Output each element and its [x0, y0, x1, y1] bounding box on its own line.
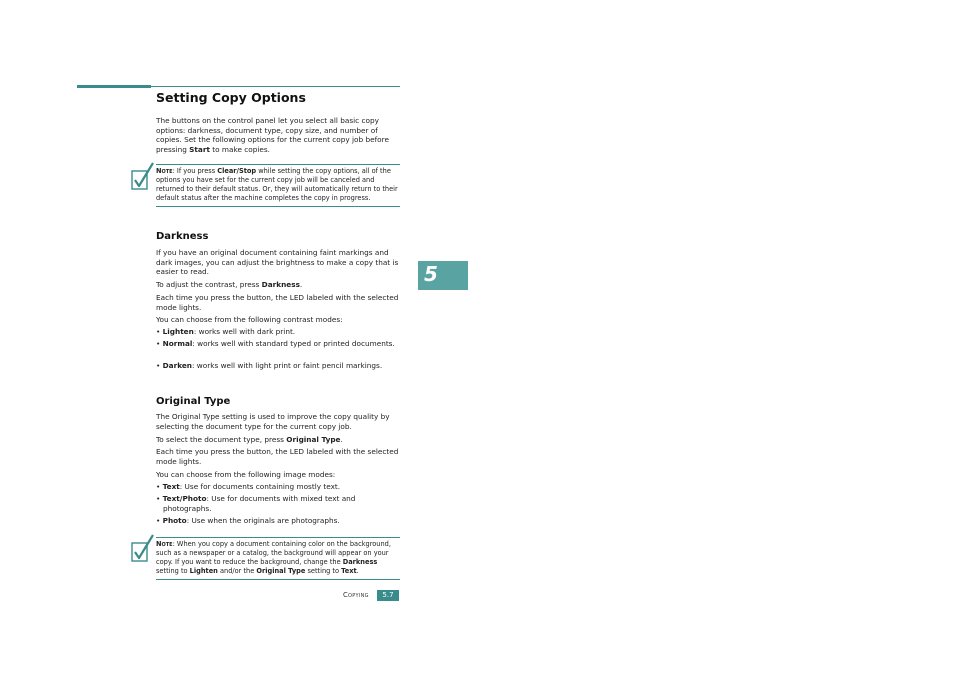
list-item: • Text: Use for documents containing mostly text.	[156, 482, 341, 491]
original-type-paragraph: The Original Type setting is used to improve the copy quality by selecting the document type for the current copy job.	[156, 412, 390, 431]
list-item: • Darken: works well with light print or faint pencil markings.	[156, 361, 383, 370]
header-rule	[151, 86, 400, 87]
list-item: • Text/Photo: Use for documents with mixed text and photographs.	[156, 494, 356, 513]
darkness-modes-intro: You can choose from the following contrast modes:	[156, 315, 343, 324]
note-check-icon	[131, 533, 155, 563]
original-type-heading: Original Type	[156, 396, 231, 407]
original-type-modes-intro: You can choose from the following image modes:	[156, 470, 336, 479]
chapter-number: 5	[424, 262, 438, 286]
section-title: Setting Copy Options	[156, 90, 306, 105]
note-check-icon	[131, 161, 155, 191]
footer-section-label: Copying	[343, 591, 369, 599]
list-item: • Lighten: works well with dark print.	[156, 327, 296, 336]
darkness-instruction: To adjust the contrast, press Darkness.	[156, 280, 303, 289]
intro-paragraph: The buttons on the control panel let you select all basic copy options: darkness, document type, copy size, and number of copies. Set the following options for the current copy job before pressing Start to make copies.	[156, 116, 389, 154]
note-box: Note: When you copy a document containing color on the background, such as a newspaper or a catalog, the background will appear on your copy. If you want to reduce the background, change the Darkness setting to Lighten and/or the Original Type setting to Text.	[156, 537, 400, 580]
original-type-instruction: To select the document type, press Original Type.	[156, 435, 343, 444]
darkness-paragraph: If you have an original document containing faint markings and dark images, you can adjust the brightness to make a copy that is easier to read.	[156, 248, 399, 277]
note-box: Note: If you press Clear/Stop while setting the copy options, all of the options you have set for the current copy job will be canceled and returned to their default status. Or, they will automatically return to their default status after the machine completes the copy in progress.	[156, 164, 400, 207]
original-type-led-text: Each time you press the button, the LED labeled with the selected mode lights.	[156, 447, 399, 466]
list-item: • Photo: Use when the originals are photographs.	[156, 516, 340, 525]
list-item: • Normal: works well with standard typed or printed documents.	[156, 339, 395, 348]
page-number: 5.7	[377, 590, 399, 601]
header-rule-accent	[77, 85, 151, 88]
darkness-led-text: Each time you press the button, the LED labeled with the selected mode lights.	[156, 293, 399, 312]
darkness-heading: Darkness	[156, 231, 209, 242]
